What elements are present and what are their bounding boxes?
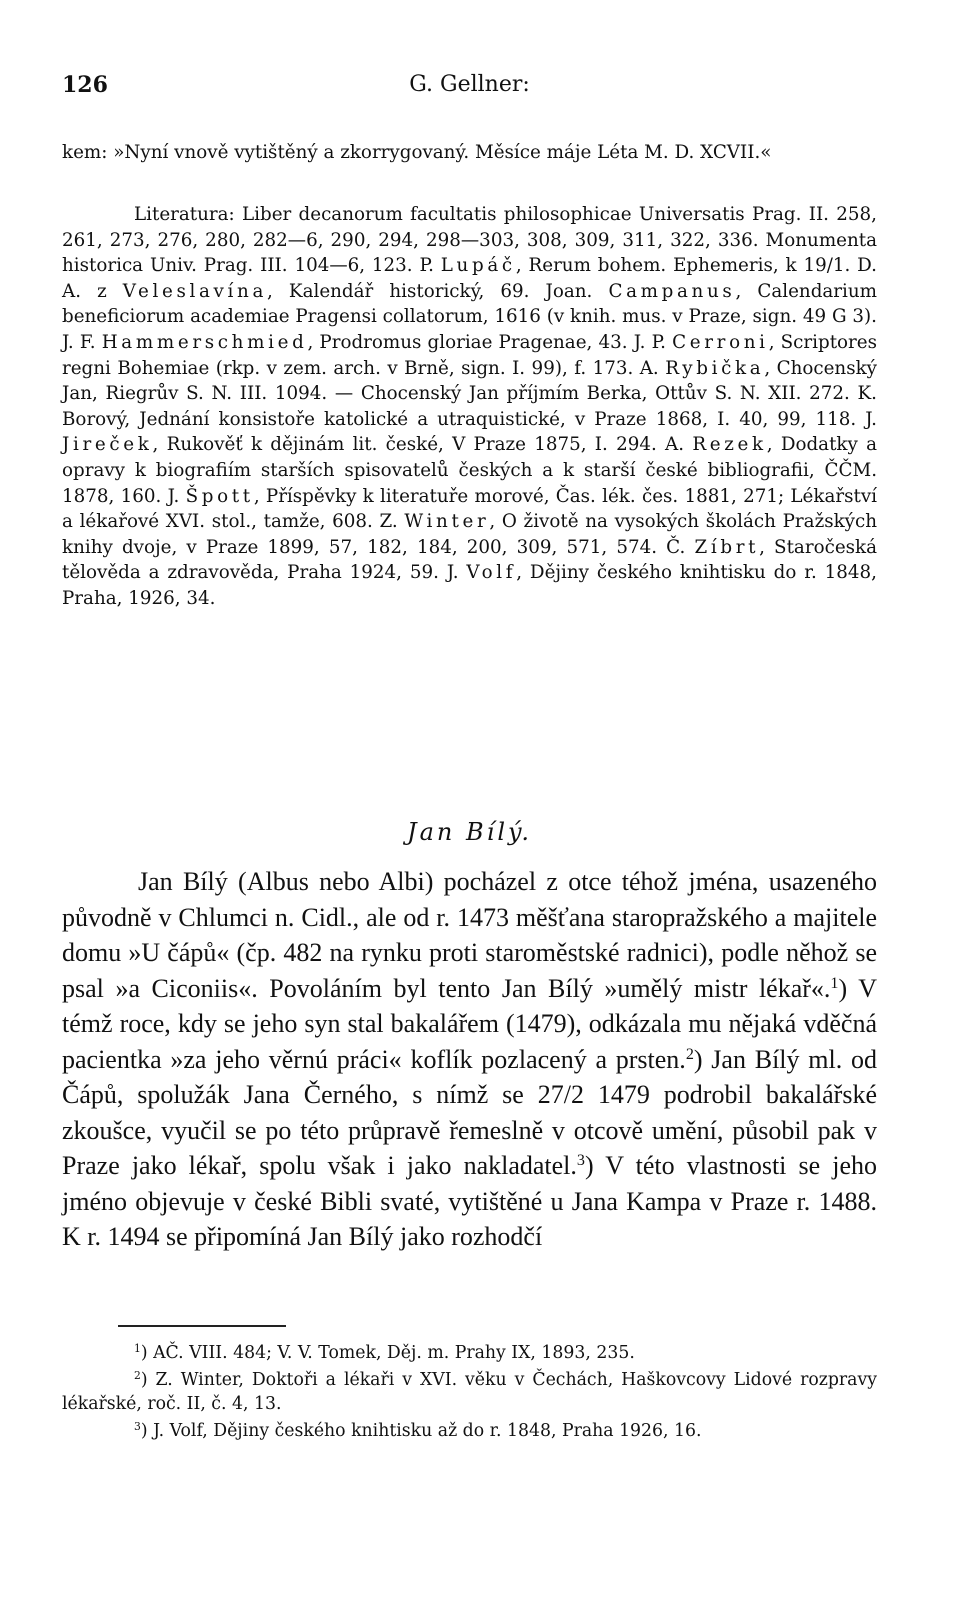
footnote-marker: 2 [134,1368,141,1382]
page-number: 126 [62,72,108,98]
literature-segment: , Scriptores regni Bohemiae (rkp. v zem. arch. v Brně, sign. I. 99), f. 173. A. [62,331,877,379]
footnote-separator [118,1325,286,1327]
author-name: Veleslavína [122,280,268,302]
author-name: Rybička [665,357,765,379]
footnote-marker: 1 [134,1342,141,1356]
literature-segment: , O životě na vysokých školách Pražských knihy dvoje, v Praze 1899, 57, 182, 184, 200, 309, 571, 574. Č. [62,511,877,558]
author-name: Zíbrt [694,536,760,558]
literature-segment: , Chocenský Jan, Riegrův S. N. III. 1094. — Chocenský Jan příjmím Berka, Ottův S. N. XII. 272. K. Borový, Jednání konsistoře katolické a utraquistické, v Praze 1868, I. 40, 99, 118. J. [62,357,877,430]
literature-segment: Literatura: Liber decanorum facultatis philosophicae Universatis Prag. II. 258, 261, 273, 276, 280, 282—6, 290, 294, 298—303, 308, 309, 311, 322, 336. Monumenta historica Univ. Prag. III. 104—6, 123. P. [62,204,877,277]
literature-paragraph [62,202,877,612]
literature-segment: , Příspěvky k literatuře morové, Čas. lék. čes. 1881, 271; Lékařství a lékařové XVI. stol., tamže, 608. Z. [62,485,877,533]
literature-segment: , Prodromus gloriae Pragenae, 43. J. P. [307,331,673,353]
footnote-ref: 3 [576,1152,585,1170]
continuation-text: kem: »Nyní vnově vytištěný a zkorrygovaný. Měsíce máje Léta M. D. XCVII.« [62,142,772,163]
page-header [62,72,877,102]
footnote-ref: 1 [830,974,839,992]
author-name: Winter [404,511,490,533]
literature-segment: , Calendarium beneficiorum academiae Pragensi collatorum, 1616 (v knih. mus. v Praze, sign. 49 G 3). J. F. [62,280,877,353]
footnote-text: ) Z. Winter, Doktoři a lékaři v XVI. věku v Čechách, Haškovcovy Lidové rozpravy lékařské, roč. II, č. 4, 13. [62,1369,877,1415]
literature-segment: , Rerum bohem. Ephemeris, k 19/1. D. A. z [62,255,877,302]
continuation-paragraph [62,140,877,166]
body-text [62,864,877,1255]
body-segment: Jan Bílý (Albus nebo Albi) pocházel z otce téhož jména, usazeného původně v Chlumci n. Cidl., ale od r. 1473 měšťana staropražského a majitele domu »U čápů« (čp. 482 na rynku proti staroměstské radnici), podle něhož se psal »a Ciconiis«. Povoláním byl tento Jan Bílý »umělý mistr lékař«. [62,867,877,1003]
literature-segment: , Dějiny českého knihtisku do r. 1848, Praha, 1926, 34. [62,562,877,609]
literature-segment: , Rukověť k dějinám lit. české, V Praze 1875, I. 294. A. [152,434,693,456]
literature-segment: , Kalendář historický, 69. Joan. [267,280,609,302]
body-segment: ) V témž roce, kdy se jeho syn stal bakalářem (1479), odkázala mu nějaká vděčná pacientka »za jeho věrnú práci« koflík pozlacený a prsten. [62,973,877,1074]
author-name: Špott [185,485,254,507]
author-name: Jireček [62,434,153,456]
footnote-ref: 2 [685,1045,694,1063]
footnotes [62,1341,877,1445]
footnote-text: ) J. Volf, Dějiny českého knihtisku až do r. 1848, Praha 1926, 16. [140,1420,702,1441]
running-head: G. Gellner: [409,72,530,97]
body-segment: ) V této vlastnosti se jeho jméno objevuje v české Bibli svaté, vytištěné u Jana Kampa v Praze r. 1488. K r. 1494 se připomíná Jan Bílý jako rozhodčí [62,1151,877,1251]
author-name: Volf [466,562,517,584]
literature-segment: , Staročeská tělověda a zdravověda, Praha 1924, 59. J. [62,536,877,584]
literature-segment: , Dodatky a opravy k biografiím starších spisovatelů českých a k starší české bibliografii, ČČM. 1878, 160. J. [62,434,877,507]
author-name: Hammerschmied [101,331,308,353]
body-segment: ) Jan Bílý ml. od Čápů, spolužák Jana Černého, s nímž se 27/2 1479 podrobil bakalářské zkoušce, vyučil se po této průpravě řemeslně v otcově umění, působil pak v Praze jako lékař, spolu však i jako nakladatel. [62,1044,877,1180]
footnote [62,1341,877,1366]
author-name: Cerroni [672,331,769,353]
author-name: Lupáč [440,255,516,277]
section-title: Jan Bílý. [406,818,532,846]
literature-text [62,202,877,612]
author-name: Campanus [608,280,736,302]
body-paragraph [62,864,877,1255]
footnote [62,1419,877,1444]
footnote-marker: 3 [134,1419,141,1433]
author-name: Rezek [692,434,767,456]
footnote [62,1368,877,1417]
footnote-text: ) AČ. VIII. 484; V. V. Tomek, Děj. m. Prahy IX, 1893, 235. [140,1343,635,1363]
